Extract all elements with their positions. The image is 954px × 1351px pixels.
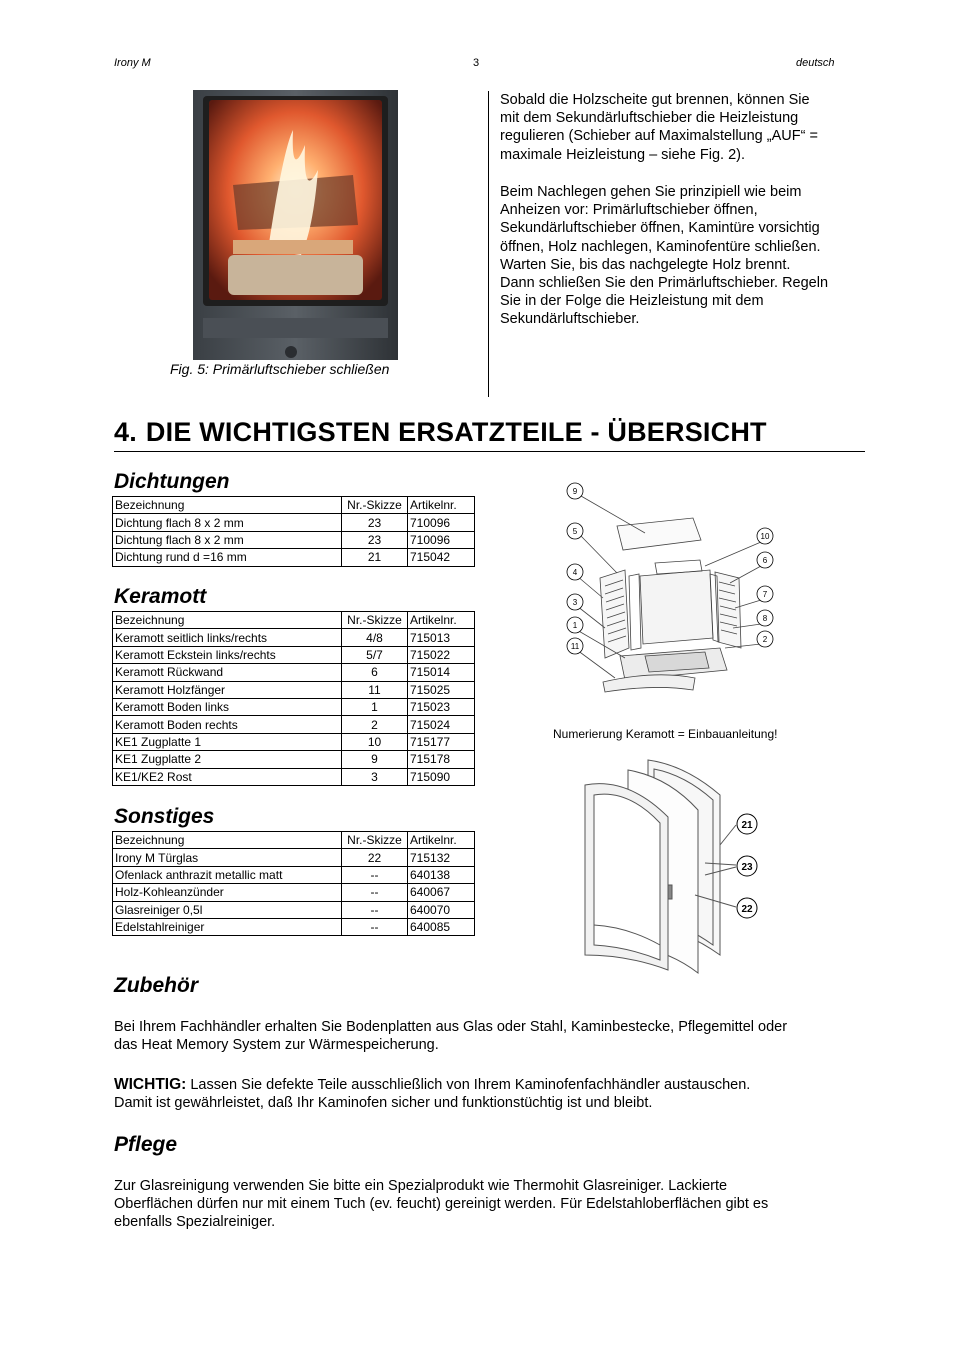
table-row: Keramott Eckstein links/rechts 5/7 715022 xyxy=(113,646,475,663)
paragraph-zubehoer: Bei Ihrem Fachhändler erhalten Sie Bodenplatten aus Glas oder Stahl, Kaminbestecke, Pflegemittel oder das Heat Memory System zur Wärmespeicherung. xyxy=(114,1019,788,1054)
heading-keramott: Keramott xyxy=(114,585,207,608)
figure-caption: Fig. 5: Primärluftschieber schließen xyxy=(170,361,390,377)
table-dichtungen xyxy=(112,496,475,567)
diagram-label: 8 xyxy=(762,614,768,623)
table-row: KE1 Zugplatte 1 10 715177 xyxy=(113,733,475,750)
stove-photo xyxy=(193,90,398,360)
heading-dichtungen: Dichtungen xyxy=(114,470,230,493)
diagram-label: 1 xyxy=(572,621,578,630)
paragraph-nachlegen: Beim Nachlegen gehen Sie prinzipiell wie beim Anheizen vor: Primärluftschieber öffnen, Sekundärluftschieber öffnen, Kamintüre vorsichtig öffnen, Holz nachlegen, Kaminofentüre schließen. Warten Sie, bis das nachgelegte Holz brennt. Dann schließen Sie den Primärluftschieber. Regeln Sie in der Folge die Heizleistung mit dem Sekundärluftschieber. xyxy=(500,184,829,328)
diagram-label: 6 xyxy=(762,556,768,565)
diagram-label: 11 xyxy=(570,642,580,651)
paragraph-heizleistung: Sobald die Holzscheite gut brennen, können Sie mit dem Sekundärluftschieber die Heizleistung regulieren (Schieber auf Maximalstellung „AUF“ = maximale Heizleistung – siehe Fig. 2). xyxy=(500,92,818,163)
section-heading: 4. DIE WICHTIGSTEN ERSATZTEILE - ÜBERSICHT xyxy=(114,417,767,447)
table-row: Keramott Rückwand 6 715014 xyxy=(113,664,475,681)
diagram-note: Numerierung Keramott = Einbauanleitung! xyxy=(553,727,778,741)
heading-pflege: Pflege xyxy=(114,1133,178,1156)
header-title: Irony M xyxy=(114,57,151,69)
table-row: Holz-Kohleanzünder -- 640067 xyxy=(113,884,475,901)
table-row: Keramott seitlich links/rechts 4/8 715013 xyxy=(113,629,475,646)
table-row: Dichtung flach 8 x 2 mm 23 710096 xyxy=(113,531,475,548)
heading-zubehoer: Zubehör xyxy=(114,974,198,997)
table-sonstiges xyxy=(112,831,475,936)
table-row: Dichtung rund d =16 mm 21 715042 xyxy=(113,549,475,566)
diagram-label: 4 xyxy=(572,568,578,577)
paragraph-wichtig: WICHTIG: Lassen Sie defekte Teile ausschließlich von Ihrem Kaminofenfachhändler austauschen. Damit ist gewährleistet, daß Ihr Kaminofen sicher und funktionstüchtig ist und bleibt. xyxy=(114,1076,751,1112)
diagram-label: 5 xyxy=(572,527,578,536)
table-row: Edelstahlreiniger -- 640085 xyxy=(113,918,475,935)
diagram-label: 10 xyxy=(760,532,770,541)
section-underline xyxy=(114,451,865,452)
heading-sonstiges: Sonstiges xyxy=(114,805,215,828)
table-header-row: Bezeichnung Nr.-Skizze Artikelnr. xyxy=(113,497,475,514)
table-row: KE1/KE2 Rost 3 715090 xyxy=(113,768,475,785)
door-label: 23 xyxy=(741,862,753,873)
table-row: Irony M Türglas 22 715132 xyxy=(113,849,475,866)
diagram-label: 2 xyxy=(762,635,768,644)
table-row: Keramott Boden rechts 2 715024 xyxy=(113,716,475,733)
keramott-diagram xyxy=(555,478,785,700)
table-header-row: Bezeichnung Nr.-Skizze Artikelnr. xyxy=(113,832,475,849)
diagram-label: 3 xyxy=(572,598,578,607)
table-row: Glasreiniger 0,5l -- 640070 xyxy=(113,901,475,918)
door-diagram xyxy=(580,755,765,975)
table-keramott xyxy=(112,611,475,786)
door-label: 21 xyxy=(741,820,753,831)
header-language: deutsch xyxy=(796,57,835,69)
column-divider xyxy=(488,91,489,397)
table-row: Keramott Holzfänger 11 715025 xyxy=(113,681,475,698)
diagram-label: 9 xyxy=(572,487,578,496)
door-label: 22 xyxy=(741,904,753,915)
table-row: Keramott Boden links 1 715023 xyxy=(113,698,475,715)
paragraph-pflege: Zur Glasreinigung verwenden Sie bitte ein Spezialprodukt wie Thermohit Glasreiniger. Lackierte Oberflächen dürfen nur mit einem Tuch (ev. feucht) gereinigt werden. Für Edelstahloberflächen gibt es ebenfalls Spezialreiniger. xyxy=(114,1178,769,1231)
page-number: 3 xyxy=(473,57,480,69)
diagram-label: 7 xyxy=(762,590,768,599)
table-header-row: Bezeichnung Nr.-Skizze Artikelnr. xyxy=(113,612,475,629)
table-row: Ofenlack anthrazit metallic matt -- 640138 xyxy=(113,866,475,883)
wichtig-label: WICHTIG: xyxy=(114,1076,187,1093)
table-row: KE1 Zugplatte 2 9 715178 xyxy=(113,751,475,768)
table-row: Dichtung flach 8 x 2 mm 23 710096 xyxy=(113,514,475,531)
